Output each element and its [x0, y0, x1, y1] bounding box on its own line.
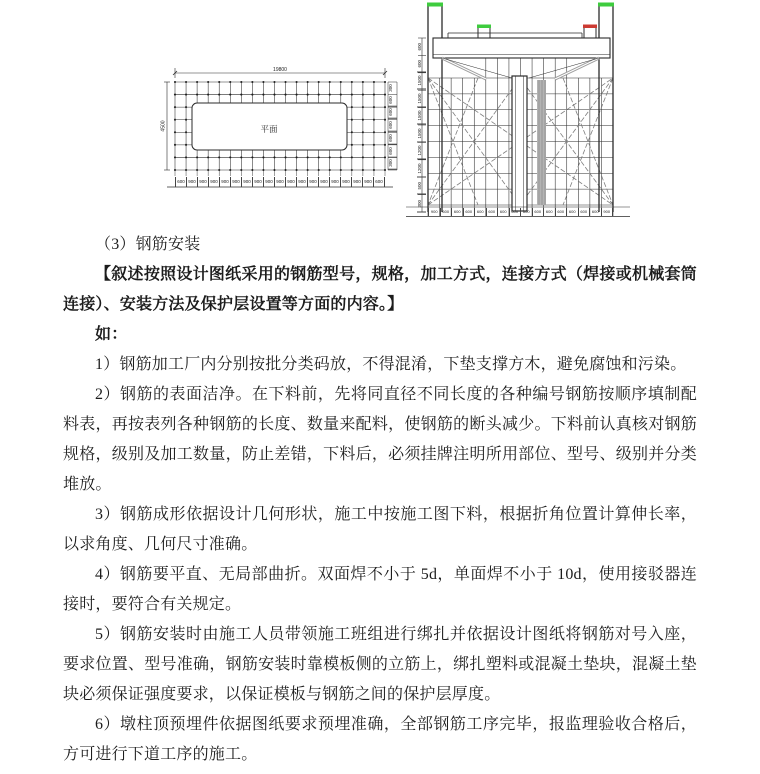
svg-text:19800: 19800 [273, 67, 287, 73]
list-item-3: 3）钢筋成形依据设计几何形状，施工中按施工图下料，根据折角位置计算伸长率，以求角度、几何尺寸准确。 [63, 506, 697, 553]
dim-value: 500 [417, 177, 426, 195]
dim-value: 300 [388, 157, 397, 170]
dim-value: 600 [388, 94, 397, 107]
dim-value: 1500 [417, 125, 426, 143]
document-body [63, 230, 697, 770]
section-heading: （3）钢筋安装 [95, 236, 201, 253]
dim-value: 600 [543, 208, 555, 216]
dim-value: 600 [486, 208, 498, 216]
dim-value: 600 [589, 208, 601, 216]
dim-value: 600 [532, 208, 544, 216]
dim-value: 300 [417, 195, 426, 213]
dim-value: 600 [440, 208, 452, 216]
dim-value: 900 [219, 177, 230, 187]
dim-value: 900 [601, 208, 614, 216]
dim-value: 900 [428, 208, 440, 216]
example-label: 如： [95, 326, 128, 343]
dim-value: 900 [307, 177, 318, 187]
dim-value: 900 [208, 177, 219, 187]
elevation-bottom-dimensions [428, 208, 613, 216]
dim-value: 600 [373, 177, 385, 187]
list-item-5: 5）钢筋安装时由施工人员带领施工班组进行绑扎并依据设计图纸将钢筋对号入座，要求位置、型号准确，钢筋安装时靠模板侧的立筋上，绑扎塑料或混凝土垫块，混凝土垫块必须保证强度要求，以保证模板与钢筋之间的保护层厚度。 [63, 626, 697, 703]
dim-value: 900 [285, 177, 296, 187]
dim-value: 600 [474, 208, 486, 216]
plan-right-dimensions [388, 82, 397, 170]
dim-value: 900 [274, 177, 285, 187]
dim-value: 300 [388, 84, 393, 92]
dim-value: 900 [197, 177, 208, 187]
dim-value: 900 [252, 177, 263, 187]
dim-value: 600 [388, 119, 397, 132]
list-item-6: 6）墩柱顶预埋件依据图纸要求预埋准确，全部钢筋工序完毕，报监理验收合格后，方可进行下道工序的施工。 [63, 716, 697, 763]
figures-area [0, 0, 760, 230]
dim-value: 600 [520, 208, 532, 216]
scaffold-elevation-drawing [398, 0, 643, 235]
dim-value: 600 [417, 42, 422, 51]
dim-value: 600 [417, 55, 426, 73]
dim-value: 900 [318, 177, 329, 187]
dim-value: 600 [566, 208, 578, 216]
dim-value: 900 [263, 177, 274, 187]
dim-value: 600 [463, 208, 475, 216]
dim-value: 900 [351, 177, 362, 187]
plan-bottom-dimensions [175, 177, 385, 187]
svg-text:平面: 平面 [260, 124, 278, 134]
dim-value: 600 [388, 106, 397, 119]
dim-value: 900 [186, 177, 197, 187]
dim-value: 1200 [417, 142, 426, 160]
dim-value: 900 [362, 177, 373, 187]
dim-value: 600 [388, 132, 397, 145]
dim-value: 600 [451, 208, 463, 216]
svg-text:4500: 4500 [160, 120, 167, 132]
dim-value: 600 [388, 145, 397, 158]
dim-value: 600 [175, 177, 186, 187]
dim-value: 600 [555, 208, 567, 216]
dim-value: 1500 [417, 72, 426, 90]
dim-value: 1200 [417, 160, 426, 178]
dim-value: 600 [509, 208, 521, 216]
dim-value: 600 [578, 208, 590, 216]
dim-value: 900 [340, 177, 351, 187]
list-item-2: 2）钢筋的表面洁净。在下料前，先将同直径不同长度的各种编号钢筋按顺序填制配料表，再按表列各种钢筋的长度、数量来配料，使钢筋的断头减少。下料前认真核对钢筋规格，级别及加工数量，防止差错，下料后，必须挂牌注明所用部位、型号、级别并分类堆放。 [63, 386, 697, 493]
list-item-1: 1）钢筋加工厂内分别按批分类码放，不得混淆，下垫支撑方木，避免腐蚀和污染。 [95, 356, 687, 373]
dim-value: 1500 [417, 107, 426, 125]
elevation-left-dimensions [417, 38, 426, 212]
list-item-4: 4）钢筋要平直、无局部曲折。双面焊不小于 5d，单面焊不小于 10d，使用接驳器连接时，要符合有关规定。 [63, 566, 697, 613]
dim-value: 900 [241, 177, 252, 187]
dim-value: 600 [497, 208, 509, 216]
dim-value: 1500 [417, 90, 426, 108]
template-instruction-note: 【叙述按照设计图纸采用的钢筋型号，规格，加工方式，连接方式（焊接或机械套筒连接）、安装方法及保护层设置等方面的内容。】 [63, 266, 697, 313]
dim-value: 900 [296, 177, 307, 187]
dim-value: 900 [230, 177, 241, 187]
dim-value: 900 [329, 177, 340, 187]
